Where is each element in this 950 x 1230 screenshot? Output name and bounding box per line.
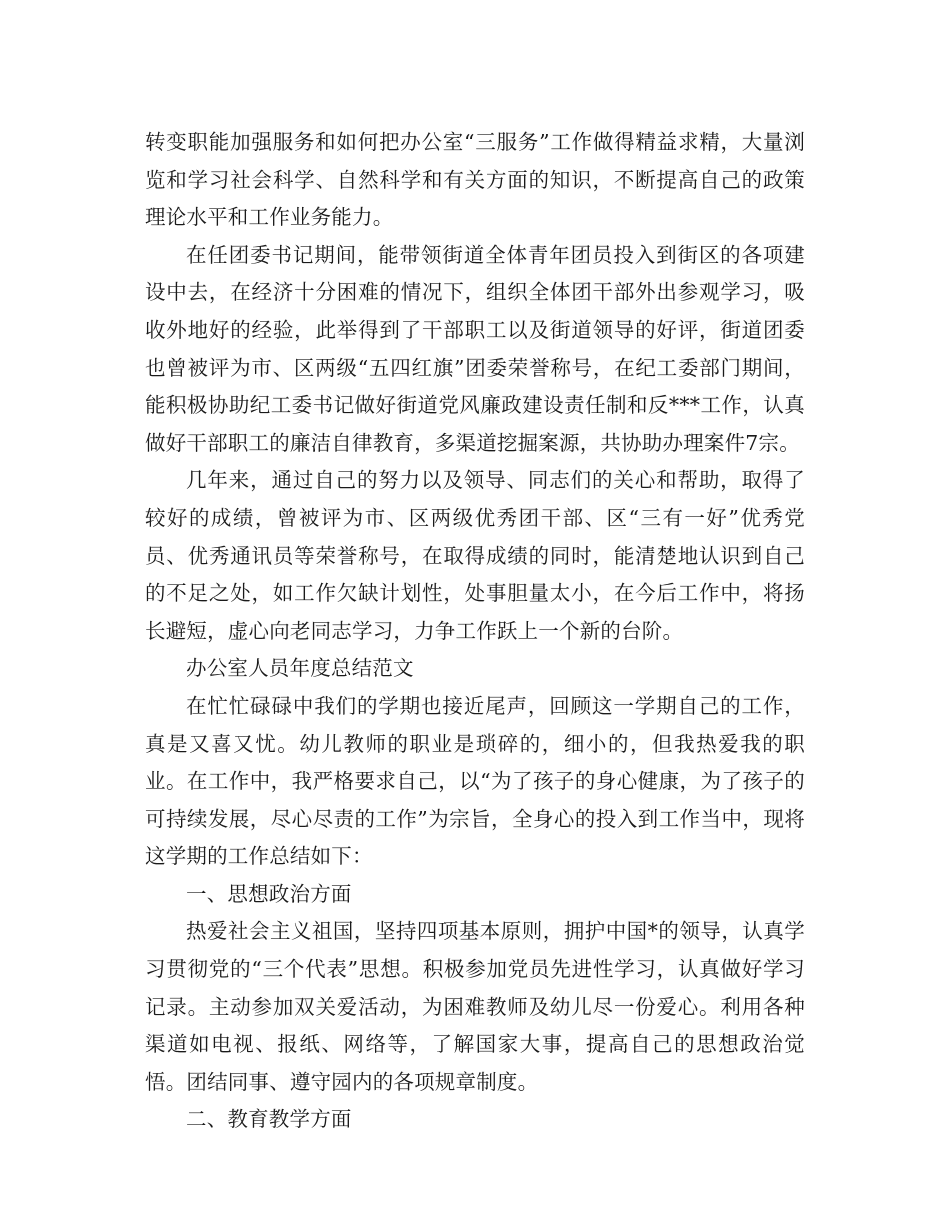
paragraph-achievements: 几年来，通过自己的努力以及领导、同志们的关心和帮助，取得了较好的成绩，曾被评为市、区两级优秀团干部、区“三有一好”优秀党员、优秀通讯员等荣誉称号，在取得成绩的同时，能清楚地认识到自己的不足之处，如工作欠缺计划性，处事胆量太小，在今后工作中，将扬长避短，虚心向老同志学习，力争工作跃上一个新的台阶。	[145, 468, 805, 643]
heading-teaching: 二、教育教学方面	[186, 1107, 352, 1132]
paragraph-ideology: 热爱社会主义祖国，坚持四项基本原则，拥护中国*的领导，认真学习贯彻党的“三个代表”思想。积极参加党员先进性学习，认真做好学习记录。主动参加双关爱活动，为困难教师及幼儿尽一份爱心。利用各种渠道如电视、报纸、网络等，了解国家大事，提高自己的思想政治觉悟。团结同事、遵守园内的各项规章制度。	[145, 919, 805, 1094]
paragraph-semester-intro: 在忙忙碌碌中我们的学期也接近尾声，回顾这一学期自己的工作，真是又喜又忧。幼儿教师的职业是琐碎的，细小的，但我热爱我的职业。在工作中，我严格要求自己，以“为了孩子的身心健康，为了孩子的可持续发展，尽心尽责的工作”为宗旨，全身心的投入到工作当中，现将这学期的工作总结如下：	[145, 693, 805, 869]
paragraph-office-service: 转变职能加强服务和如何把办公室“三服务”工作做得精益求精，大量浏览和学习社会科学、自然科学和有关方面的知识，不断提高自己的政策理论水平和工作业务能力。	[145, 130, 805, 230]
section-title: 办公室人员年度总结范文	[186, 656, 414, 681]
heading-ideology: 一、思想政治方面	[186, 881, 352, 906]
paragraph-youth-league: 在任团委书记期间，能带领街道全体青年团员投入到街区的各项建设中去，在经济十分困难的情况下，组织全体团干部外出参观学习，吸收外地好的经验，此举得到了干部职工以及街道领导的好评，街道团委也曾被评为市、区两级“五四红旗”团委荣誉称号，在纪工委部门期间，能积极协助纪工委书记做好街道党风廉政建设责任制和反***工作，认真做好干部职工的廉洁自律教育，多渠道挖掘案源，共协助办理案件7宗。	[145, 242, 805, 455]
document-body	[145, 124, 805, 1139]
